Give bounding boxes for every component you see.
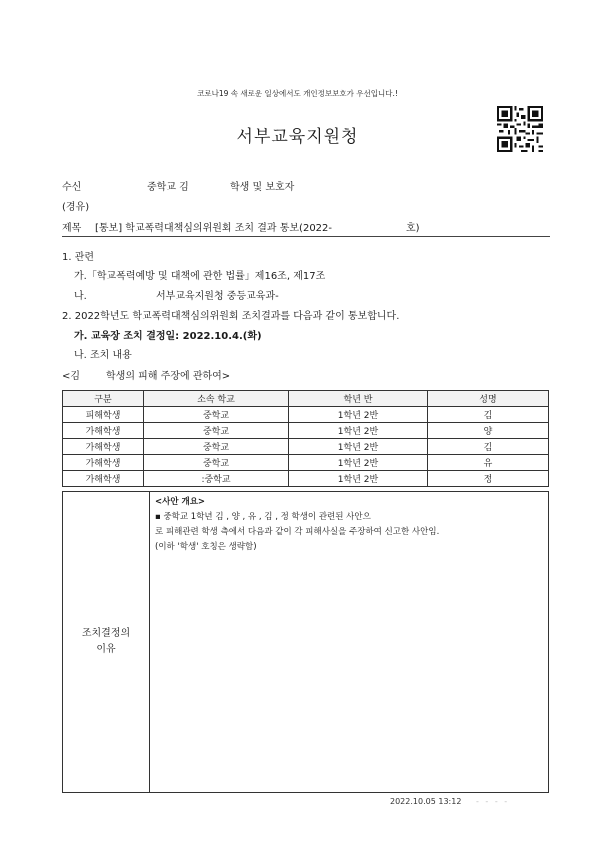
table-header: 소속 학교 [144, 391, 289, 407]
case-summary-heading: <사안 개요> [155, 497, 206, 507]
table-cell: 가해학생 [63, 439, 144, 455]
table-cell: 김 [428, 407, 549, 423]
subject-divider [62, 236, 550, 237]
subject-value: [통보] 학교폭력대책심의위원회 조치 결과 통보(2022- [95, 223, 333, 234]
agency-title: 서부교육지원청 [236, 127, 359, 147]
item-1-ga: 가.「학교폭력예방 및 대책에 관한 법률」제16조, 제17조 [74, 271, 326, 282]
table-cell: 중학교 [144, 407, 289, 423]
table-cell: 피해학생 [63, 407, 144, 423]
reason-label-line1: 조치결정의 [81, 628, 131, 639]
table-cell: 1학년 2반 [289, 423, 428, 439]
table-row [63, 471, 549, 487]
section-title-rest: 학생의 피해 주장에 관하여> [106, 371, 231, 382]
reason-content [155, 495, 541, 555]
table-cell: 가해학생 [63, 423, 144, 439]
table-header: 학년 반 [289, 391, 428, 407]
table-cell: 1학년 2반 [289, 471, 428, 487]
case-summary-line: 로 피해관련 학생 측에서 다음과 같이 각 피해사실을 주장하여 신고한 사안임. [155, 527, 440, 537]
table-cell: 1학년 2반 [289, 439, 428, 455]
reason-box [62, 491, 549, 793]
table-row [63, 455, 549, 471]
table-cell: 중학교 [144, 455, 289, 471]
table-cell: :중학교 [144, 471, 289, 487]
via-label: (경유) [62, 202, 90, 213]
table-cell: 김 [428, 439, 549, 455]
table-header: 성명 [428, 391, 549, 407]
table-cell: 중학교 [144, 423, 289, 439]
item-1-na-label: 나. [74, 291, 87, 302]
table-cell: 중학교 [144, 439, 289, 455]
table-row [63, 423, 549, 439]
table-row [63, 439, 549, 455]
table-cell: 1학년 2반 [289, 455, 428, 471]
item-1: 1. 관련 [62, 252, 95, 263]
table-cell: 양 [428, 423, 549, 439]
table-cell: 1학년 2반 [289, 407, 428, 423]
item-2: 2. 2022학년도 학교폭력대책심의위원회 조치결과를 다음과 같이 통보합니다. [62, 311, 400, 322]
privacy-slogan: 코로나19 속 새로운 일상에서도 개인정보보호가 우선입니다.! [197, 89, 398, 98]
table-cell: 가해학생 [63, 471, 144, 487]
table-cell: 가해학생 [63, 455, 144, 471]
recipient-label: 수신 [62, 182, 82, 193]
section-title-open: <김 [62, 371, 81, 382]
case-summary-line: ▪ 중학교 1학년 김 , 양 , 유 , 김 , 정 학생이 관련된 사안으 [155, 512, 371, 522]
subject-label: 제목 [62, 223, 82, 234]
item-1-na-value: 서부교육지원청 중등교육과- [156, 291, 279, 302]
item-2-na: 나. 조치 내용 [74, 350, 132, 361]
table-header-row [63, 391, 549, 407]
recipient-value: 중학교 김 [147, 182, 189, 193]
reason-label-line2: 이유 [96, 644, 116, 655]
subject-suffix: 호) [406, 223, 420, 234]
case-summary-line: (이하 '학생' 호칭은 생략함) [155, 542, 257, 552]
table-cell: 유 [428, 455, 549, 471]
student-table [62, 390, 549, 487]
decision-date: 가. 교육장 조치 결정일: 2022.10.4.(화) [74, 331, 262, 342]
table-header: 구분 [63, 391, 144, 407]
table-row [63, 407, 549, 423]
recipient-suffix: 학생 및 보호자 [230, 182, 295, 193]
qr-code-icon [497, 106, 543, 152]
faint-footer-mark: - - - - [476, 797, 510, 806]
table-cell: 정 [428, 471, 549, 487]
print-timestamp: 2022.10.05 13:12 [390, 797, 462, 806]
reason-label [63, 492, 150, 792]
